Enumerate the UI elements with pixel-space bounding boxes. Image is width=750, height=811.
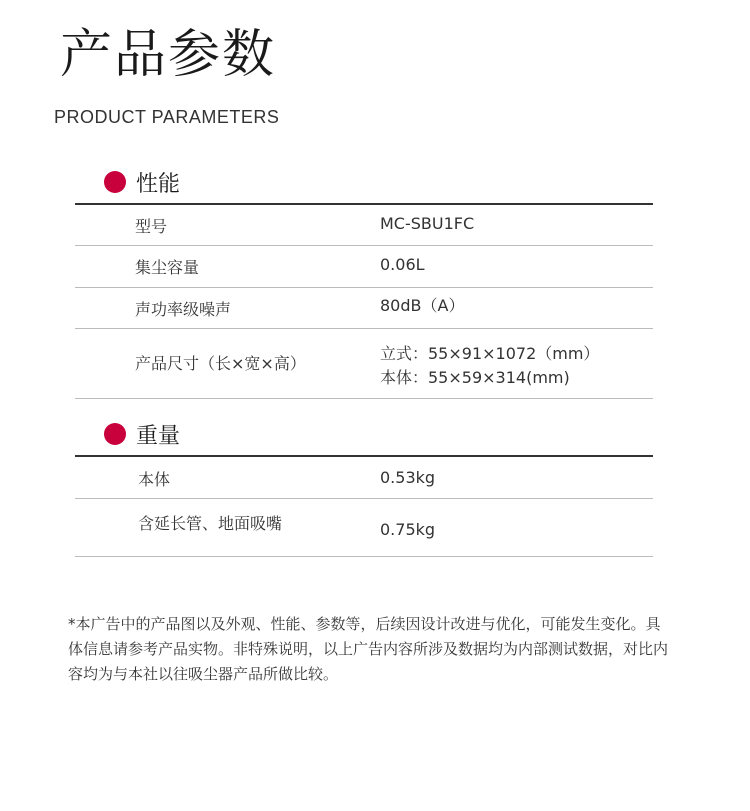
bullet-dot-icon <box>104 423 126 445</box>
spec-value-line: 立式：55×91×1072（mm） <box>380 344 600 363</box>
spec-value-line: 本体：55×59×314(mm) <box>380 368 570 387</box>
spec-value: 80dB（A） <box>380 296 465 315</box>
page-subtitle: PRODUCT PARAMETERS <box>54 107 280 127</box>
section-title: 重量 <box>136 423 181 449</box>
disclaimer-note: *本广告中的产品图以及外观、性能、参数等，后续因设计改进与优化，可能发生变化。具体信息请参考产品实物。非特殊说明，以上广告内容所涉及数据均为内部测试数据，对比内容均为与本社以往吸尘器产品所做比较。 <box>68 615 669 683</box>
spec-label: 集尘容量 <box>135 258 200 277</box>
section-header-weight <box>104 418 180 450</box>
spec-value: 0.75kg <box>380 520 436 539</box>
spec-label: 型号 <box>135 217 168 236</box>
page-title: 产品参数 <box>60 25 277 85</box>
spec-value: MC-SBU1FC <box>380 214 475 233</box>
spec-label: 本体 <box>138 470 171 489</box>
section-title: 性能 <box>136 171 181 197</box>
spec-label: 声功率级噪声 <box>135 300 232 319</box>
table-row <box>75 205 653 246</box>
spec-label: 产品尺寸（长×宽×高） <box>135 354 306 373</box>
section-header-performance <box>104 166 180 198</box>
spec-value: 0.53kg <box>380 468 436 487</box>
table-row <box>75 457 653 499</box>
table-row <box>75 288 653 329</box>
spec-label: 含延长管、地面吸嘴 <box>138 514 283 533</box>
bullet-dot-icon <box>104 171 126 193</box>
table-row <box>75 246 653 288</box>
spec-value: 0.06L <box>380 255 425 274</box>
spec-value <box>380 342 599 390</box>
table-row <box>75 329 653 399</box>
table-row <box>75 499 653 557</box>
